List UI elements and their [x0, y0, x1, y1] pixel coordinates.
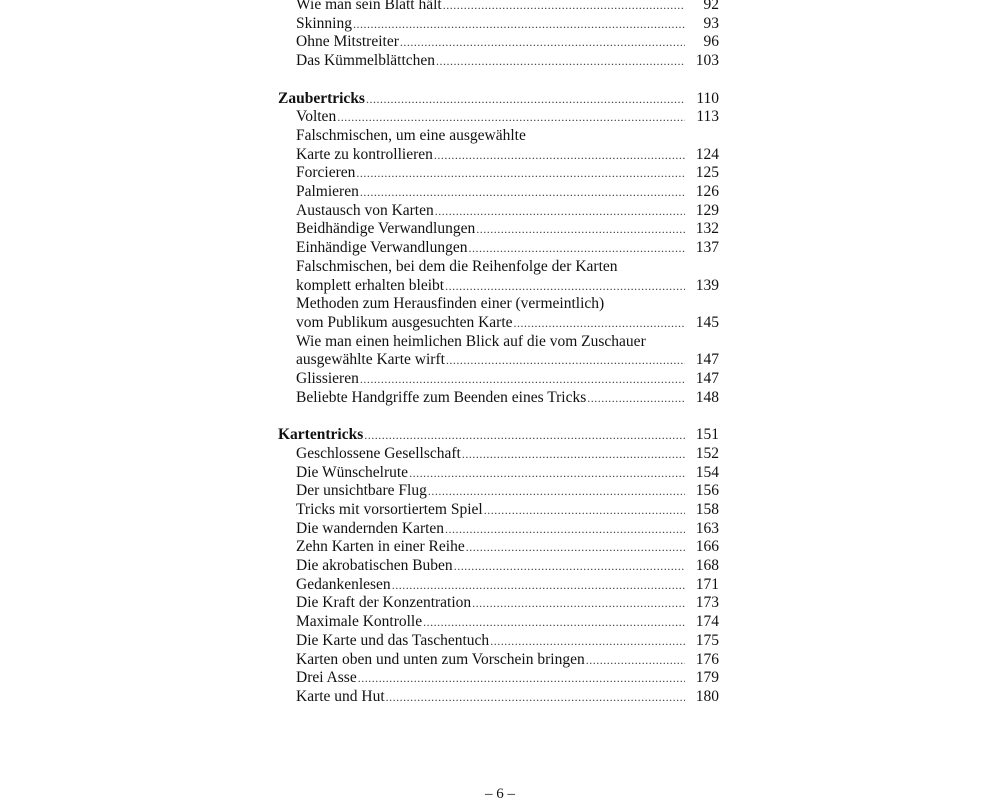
toc-entry-title: Die Wünschelrute: [296, 463, 409, 481]
toc-entry: [278, 669, 719, 688]
toc-entry-line: [296, 15, 719, 34]
dot-leader: [409, 464, 685, 483]
dot-leader: [366, 90, 685, 109]
toc-page-number: 151: [695, 426, 719, 444]
toc-entry: [278, 52, 719, 71]
toc-entry-title: Die Kraft der Konzentration: [296, 594, 472, 612]
toc-entry-title: Glissieren: [296, 370, 359, 388]
toc-page-number: 158: [695, 500, 719, 518]
dot-leader: [337, 108, 685, 127]
toc-entry-line: [296, 482, 719, 501]
toc-section-title: Kartentricks: [278, 426, 364, 444]
toc-entry-title: Drei Asse: [296, 669, 357, 687]
toc-page-number: 103: [695, 52, 719, 70]
toc-section-heading: [278, 426, 719, 445]
dot-leader: [466, 538, 685, 557]
dot-leader: [434, 146, 685, 165]
dot-leader: [476, 220, 685, 239]
toc-entry-line: [296, 220, 719, 239]
toc-page-number: 139: [695, 276, 719, 294]
dot-leader: [360, 370, 685, 389]
toc-entry: [278, 464, 719, 483]
dot-leader: [462, 445, 685, 464]
dot-leader: [446, 351, 685, 370]
toc-entry-line: [296, 0, 719, 15]
toc-page-number: 148: [695, 388, 719, 406]
toc-entry-title: Wie man sein Blatt hält: [296, 0, 442, 13]
toc-entry-line: [296, 445, 719, 464]
toc-entry-line: [296, 520, 719, 539]
dot-leader: [468, 239, 685, 258]
toc-entry-title: Karten oben und unten zum Vorschein bringen: [296, 650, 585, 668]
toc-entry: [278, 632, 719, 651]
toc-entry-title: Maximale Kontrolle: [296, 613, 423, 631]
toc-page-number: 147: [695, 370, 719, 388]
toc-entry: [278, 164, 719, 183]
toc-entry-title-line: Wie man einen heimlichen Blick auf die vom Zuschauer: [296, 332, 646, 350]
toc-entry: [278, 445, 719, 464]
toc-entry: [278, 239, 719, 258]
toc-entry: [278, 557, 719, 576]
toc-entry-line: [296, 501, 719, 520]
toc-entry-title: Das Kümmelblättchen: [296, 52, 436, 70]
dot-leader: [586, 651, 685, 670]
toc-entry: [278, 220, 719, 239]
toc-entry: [278, 258, 719, 295]
toc-entry-line: [296, 576, 719, 595]
toc-page-number: 179: [695, 669, 719, 687]
toc-entry: [278, 127, 719, 164]
toc-entry-line: [296, 314, 719, 333]
toc-entry-title: ausgewählte Karte wirft: [296, 351, 445, 369]
toc-entry-line: [296, 108, 719, 127]
toc-entry-title: vom Publikum ausgesuchten Karte: [296, 313, 513, 331]
toc-page-number: 132: [695, 220, 719, 238]
toc-entry: [278, 202, 719, 221]
dot-leader: [445, 520, 685, 539]
toc-entry-line: [296, 594, 719, 613]
toc-entry-title: Austausch von Karten: [296, 201, 434, 219]
toc-entry-title: Karte zu kontrollieren: [296, 145, 433, 163]
toc-entry-title: Volten: [296, 108, 337, 126]
toc-page-number: 147: [695, 351, 719, 369]
toc-page-number: 152: [695, 444, 719, 462]
toc-page-number: 173: [695, 594, 719, 612]
toc-section-title: Zaubertricks: [278, 89, 365, 107]
dot-leader: [472, 594, 685, 613]
toc-page-number: 175: [695, 631, 719, 649]
toc-page-number: 137: [695, 239, 719, 257]
toc-entry-line: [296, 688, 719, 707]
toc-entry: [278, 613, 719, 632]
toc-entry-line: [296, 669, 719, 688]
toc-entry-line: [296, 651, 719, 670]
dot-leader: [587, 389, 685, 408]
toc-entry-title: Einhändige Verwandlungen: [296, 239, 468, 257]
toc-entry-title: Forcieren: [296, 164, 356, 182]
dot-leader: [364, 426, 685, 445]
toc-page-number: 166: [695, 538, 719, 556]
toc-entry-line: [296, 202, 719, 221]
toc-page-number: 168: [695, 557, 719, 575]
toc-entry-title: Karte und Hut: [296, 687, 385, 705]
toc-entry-line: [296, 464, 719, 483]
toc-entry-title: Tricks mit vorsortiertem Spiel: [296, 500, 483, 518]
toc-page-number: 174: [695, 613, 719, 631]
dot-leader: [353, 15, 685, 34]
toc-entry-title: Die wandernden Karten: [296, 519, 445, 537]
toc-entry-title: Palmieren: [296, 183, 359, 201]
toc-entry: [278, 501, 719, 520]
page-number: – 6 –: [485, 786, 515, 802]
toc-entry-line: [296, 239, 719, 258]
toc-entry-line: [296, 538, 719, 557]
toc-entry-title: Geschlossene Gesellschaft: [296, 444, 461, 462]
toc-entry-line: [296, 52, 719, 71]
dot-leader: [400, 33, 685, 52]
toc-page-number: 96: [703, 33, 719, 51]
toc-entry-title-line: Falschmischen, um eine ausgewählte: [296, 126, 526, 144]
toc-entry: [278, 108, 719, 127]
dot-leader: [490, 632, 685, 651]
toc-entry: [278, 688, 719, 707]
toc-page-number: 163: [695, 519, 719, 537]
toc-entry: [278, 389, 719, 408]
toc-page-number: 124: [695, 145, 719, 163]
toc-entry-title-line: Methoden zum Herausfinden einer (vermeintlich): [296, 295, 605, 313]
toc-entry-title: Die Karte und das Taschentuch: [296, 631, 490, 649]
toc-entry: [278, 576, 719, 595]
toc-page-number: 156: [695, 482, 719, 500]
toc-entry-line: [296, 146, 719, 165]
dot-leader: [428, 482, 685, 501]
toc-entry: [278, 370, 719, 389]
toc-entry: [278, 333, 719, 370]
table-of-contents: [278, 0, 719, 707]
toc-page-number: 171: [695, 575, 719, 593]
dot-leader: [392, 576, 685, 595]
dot-leader: [360, 183, 685, 202]
toc-entry-line: [296, 33, 719, 52]
toc-entry-line: [296, 351, 719, 370]
toc-entry-title: Skinning: [296, 14, 352, 32]
toc-entry-title: Zehn Karten in einer Reihe: [296, 538, 465, 556]
dot-leader: [423, 613, 685, 632]
toc-entry: [278, 520, 719, 539]
toc-page-number: 154: [695, 463, 719, 481]
toc-entry-line: [296, 632, 719, 651]
toc-entry-title: komplett erhalten bleibt: [296, 276, 445, 294]
toc-page-number: 93: [703, 14, 719, 32]
toc-entry: [278, 538, 719, 557]
toc-page-number: 110: [696, 89, 719, 107]
toc-entry-line: [278, 426, 719, 445]
dot-leader: [435, 202, 685, 221]
dot-leader: [443, 0, 685, 15]
toc-entry-line: [296, 557, 719, 576]
toc-entry: [278, 33, 719, 52]
dot-leader: [484, 501, 685, 520]
dot-leader: [356, 164, 685, 183]
toc-entry: [278, 183, 719, 202]
toc-entry: [278, 651, 719, 670]
toc-entry-title: Ohne Mitstreiter: [296, 33, 399, 51]
toc-entry-title-line: Falschmischen, bei dem die Reihenfolge der Karten: [296, 257, 618, 275]
toc-entry-line: [296, 370, 719, 389]
toc-entry: [278, 295, 719, 332]
toc-entry-title: Beliebte Handgriffe zum Beenden eines Tricks: [296, 388, 587, 406]
toc-page-number: 113: [696, 108, 719, 126]
toc-entry-title: Der unsichtbare Flug: [296, 482, 427, 500]
toc-page-number: 129: [695, 201, 719, 219]
dot-leader: [445, 277, 685, 296]
toc-entry: [278, 15, 719, 34]
toc-page-number: 176: [695, 650, 719, 668]
toc-entry-line: [296, 389, 719, 408]
dot-leader: [436, 52, 685, 71]
toc-entry-line: [296, 183, 719, 202]
toc-section-heading: [278, 90, 719, 109]
toc-entry-title: Die akrobatischen Buben: [296, 557, 453, 575]
dot-leader: [358, 669, 685, 688]
toc-entry-line: [296, 277, 719, 296]
toc-page-number: 92: [703, 0, 719, 13]
toc-page-number: 126: [695, 183, 719, 201]
toc-entry-title: Beidhändige Verwandlungen: [296, 220, 476, 238]
toc-page-number: 145: [695, 313, 719, 331]
dot-leader: [386, 688, 685, 707]
dot-leader: [514, 314, 685, 333]
toc-entry-title: Gedankenlesen: [296, 575, 391, 593]
toc-entry: [278, 0, 719, 15]
toc-entry: [278, 482, 719, 501]
toc-page-number: 125: [695, 164, 719, 182]
toc-entry-line: [296, 613, 719, 632]
dot-leader: [454, 557, 685, 576]
toc-page-number: 180: [695, 687, 719, 705]
toc-entry-line: [296, 164, 719, 183]
toc-entry: [278, 594, 719, 613]
toc-entry-line: [278, 90, 719, 109]
